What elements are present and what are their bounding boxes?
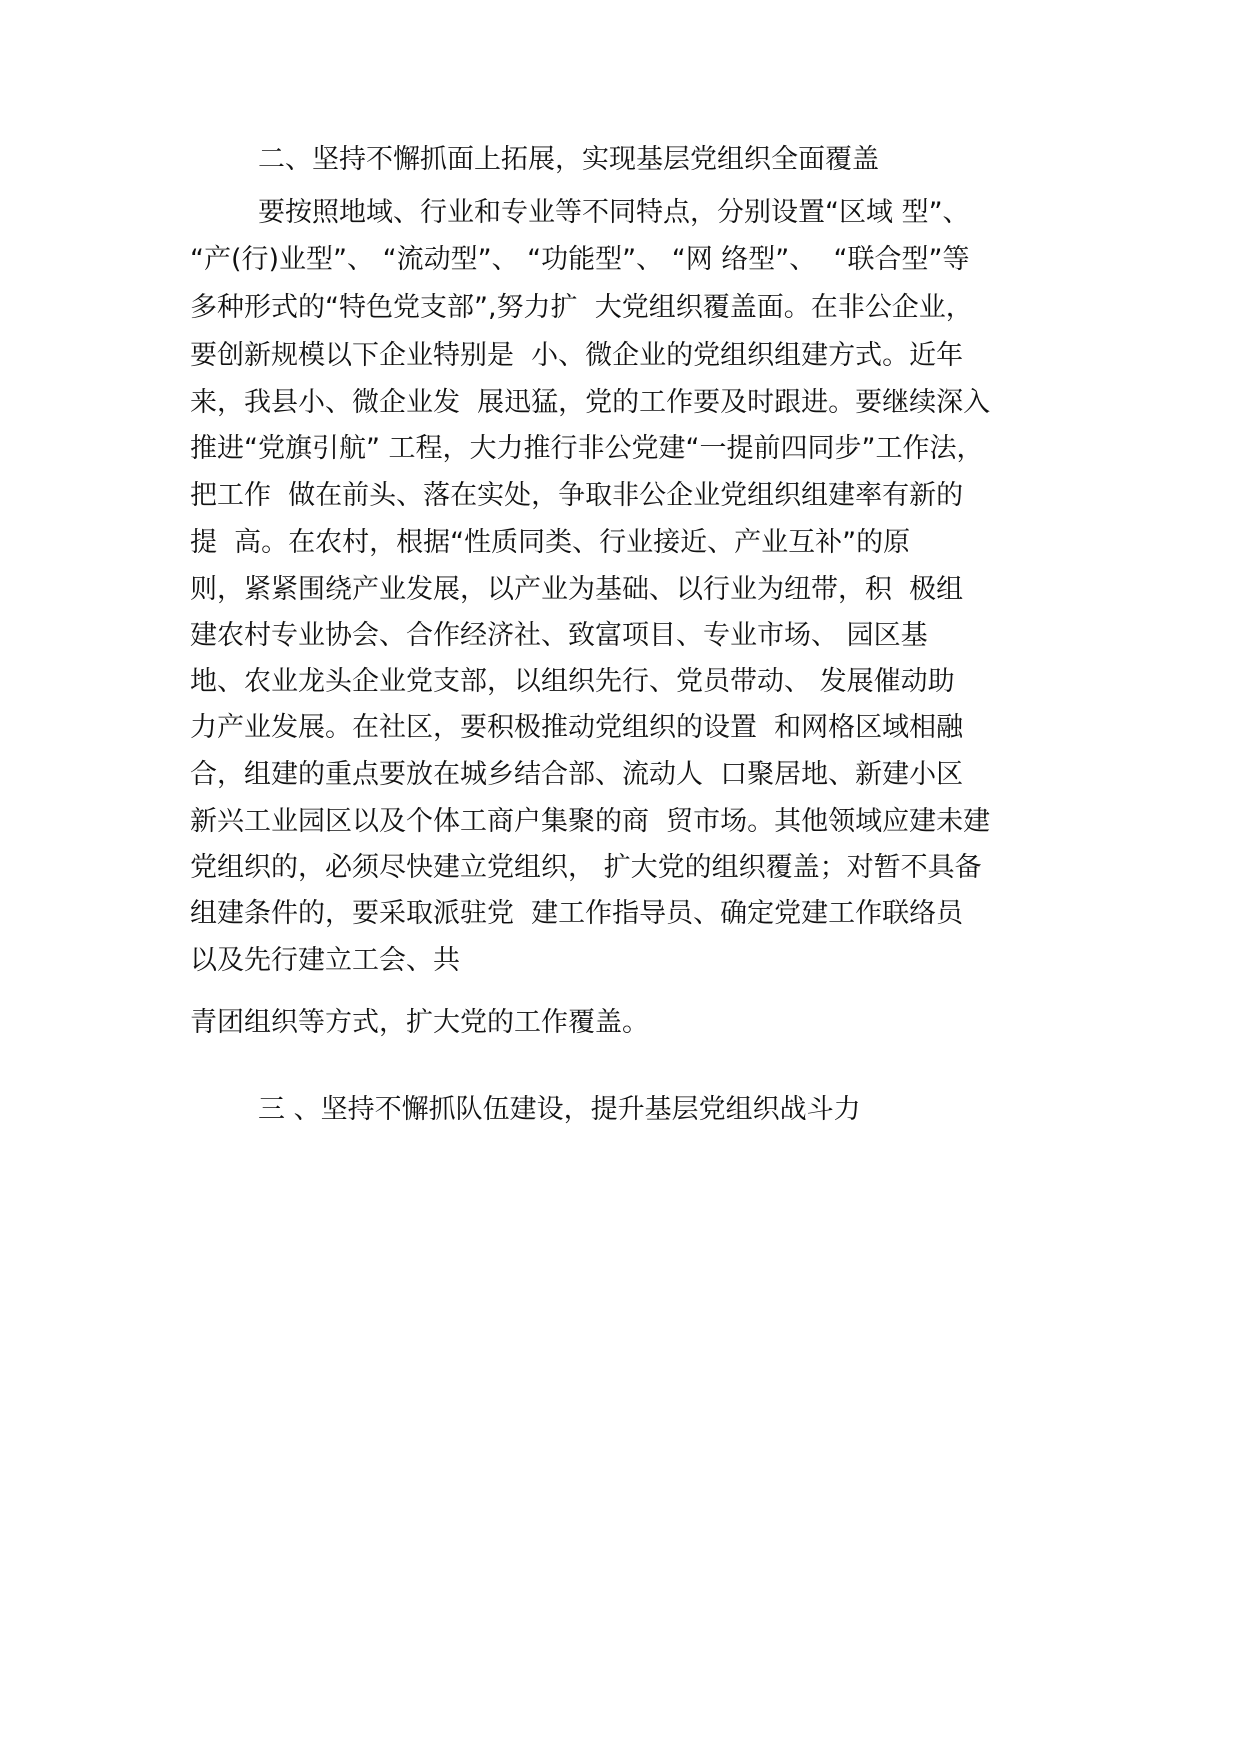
paragraph-line: 则，紧紧围绕产业发展，以产业为基础、以行业为纽带，积 极组 <box>190 574 964 605</box>
paragraph-line: 新兴工业园区以及个体工商户集聚的商 贸市场。其他领域应建未建 <box>190 806 991 837</box>
paragraph-line: 以及先行建立工会、共 <box>190 945 460 976</box>
section-heading-2: 二、坚持不懈抓面上拓展，实现基层党组织全面覆盖 <box>258 144 879 175</box>
paragraph-line: 多种形式的“特色党支部”,努力扩 大党组织覆盖面。在非公企业， <box>190 292 973 323</box>
paragraph-line: 要创新规模以下企业特别是 小、微企业的党组织组建方式。近年 <box>190 340 964 371</box>
section-heading-3: 三 、坚持不懈抓队伍建设，提升基层党组织战斗力 <box>258 1094 861 1125</box>
paragraph-line: 提 高。在农村，根据“性质同类、行业接近、产业互补”的原 <box>190 527 911 558</box>
paragraph-line: 党组织的，必须尽快建立党组织， 扩大党的组织覆盖；对暂不具备 <box>190 852 982 883</box>
paragraph-line: 合，组建的重点要放在城乡结合部、流动人 口聚居地、新建小区 <box>190 759 964 790</box>
paragraph-tail-line: 青团组织等方式，扩大党的工作覆盖。 <box>190 1007 649 1038</box>
paragraph-line: 推进“党旗引航” 工程，大力推行非公党建“一提前四同步”工作法， <box>190 433 984 464</box>
paragraph-line: 建农村专业协会、合作经济社、致富项目、专业市场、 园区基 <box>190 620 928 651</box>
paragraph-line: 组建条件的，要采取派驻党 建工作指导员、确定党建工作联络员 <box>190 898 964 929</box>
paragraph-line: 力产业发展。在社区，要积极推动党组织的设置 和网格区域相融 <box>190 712 964 743</box>
paragraph-line: 地、农业龙头企业党支部，以组织先行、党员带动、 发展催动助 <box>190 666 955 697</box>
paragraph-line: “产(行)业型”、 “流动型”、 “功能型”、 “网 络型”、 “联合型”等 <box>190 244 970 275</box>
paragraph-line: 来，我县小、微企业发 展迅猛，党的工作要及时跟进。要继续深入 <box>190 387 991 418</box>
paragraph-line: 要按照地域、行业和专业等不同特点，分别设置“区域 型”、 <box>258 197 970 228</box>
paragraph-line: 把工作 做在前头、落在实处，争取非公企业党组织组建率有新的 <box>190 480 964 511</box>
